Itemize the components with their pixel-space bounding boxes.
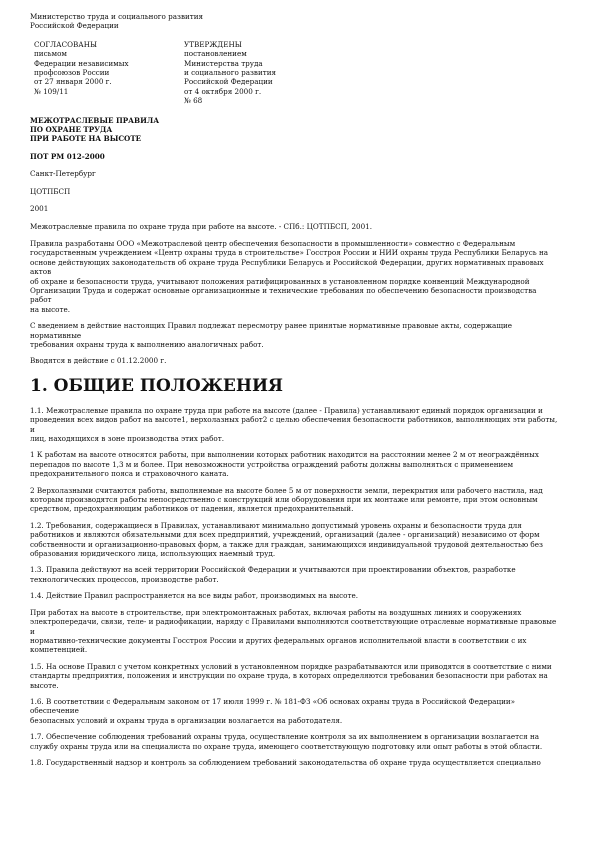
paragraph-line: 1.7. Обеспечение соблюдения требований охраны труда, осуществление контроля за их выполнением в организации возлагается на [30,732,540,742]
paragraph-line: 1.2. Требования, содержащиеся в Правилах, устанавливают минимально допустимый уровень охраны и безопасности труда для [30,520,522,530]
paragraph [30,758,560,767]
paragraph-line: собственности и организационно-правовых форм, а также для граждан, занимающихся индивидуальной трудовой деятельностью без [30,539,543,549]
agreed-line: письмом [34,49,68,59]
paragraph [30,450,560,478]
paragraph-line: Вводятся в действие с 01.12.2000 г. [30,356,167,366]
paragraph-line: об охране и безопасности труда, учитывают положения ратифицированных в установленном порядке конвенций Международной [30,276,530,286]
title-line: ПО ОХРАНЕ ТРУДА [30,125,113,135]
year: 2001 [30,204,49,214]
section-body [30,406,560,768]
paragraph-line: предохранительного пояса и страховочного каната. [30,469,229,479]
paragraph-line: технологических процессов, производстве работ. [30,574,219,584]
paragraph-line: С введением в действие настоящих Правил подлежат пересмотру ранее принятые нормативные правовые акты, содержащие нормативные [30,321,513,340]
paragraph-line: 1.6. В соответствии с Федеральным законом от 17 июля 1999 г. № 181-ФЗ «Об основах охраны труда в Российской Федерации» обеспечение [30,696,516,716]
paragraph-line: компетенцией. [30,645,88,655]
paragraph-line: 1.3. Правила действуют на всей территории Российской Федерации и учитываются при проектировании объектов, разработке [30,565,516,575]
ministry-header [30,12,560,31]
paragraph [30,697,560,725]
paragraph-line: 1.4. Действие Правил распространяется на все виды работ, производимых на высоте. [30,591,359,601]
paragraph-line: которым производятся работы непосредственно с конструкций или оборудования при их монтаже или ремонте, при этом основным [30,495,538,505]
paragraph-line: При работах на высоте в строительстве, при электромонтажных работах, включая работы на воздушных линиях и сооружениях [30,607,522,617]
paragraph-line: электропередачи, связи, теле- и радиофикации, наряду с Правилами выполняются соответствующие отраслевые нормативные правовые и [30,617,557,636]
approved-line: № 68 [184,96,203,106]
agreed-column [34,40,144,106]
paragraph-line: высоте. [30,680,59,690]
paragraph-line: на высоте. [30,304,70,314]
paragraph-line: государственным учреждением «Центр охраны труда в строительстве» Госстроя России и НИИ охраны труда Республики Беларусь на [30,248,549,258]
title-line: ПРИ РАБОТЕ НА ВЫСОТЕ [30,134,142,144]
paragraph [30,321,560,349]
paragraph-line: средством, предохраняющим работников от падения, является предохранительный. [30,504,354,514]
paragraph-line: 1.8. Государственный надзор и контроль за соблюдением требований законодательства об охране труда осуществляется специально [30,757,541,767]
agreed-line: профсоюзов России [34,68,110,78]
paragraph-line: образования юридического лица, использующих наемный труд. [30,549,276,559]
agreed-line: № 109/11 [34,86,69,96]
paragraph-line: службу охраны труда или на специалиста по охране труда, имеющего соответствующую подготовку или опыт работы в этой области. [30,741,543,751]
paragraph [30,565,560,584]
paragraph-line: безопасных условий и охраны труда в организации возлагается на работодателя. [30,715,343,725]
approved-line: постановлением [184,49,247,59]
paragraph-line: нормативно-технические документы Госстроя России и других федеральных органов исполнительной власти в соответствии с их [30,635,527,645]
paragraph-line: Организации Труда и содержат основные организационные и технические требования по обеспечению безопасности производства работ [30,285,537,305]
ministry-line: Российской Федерации [30,21,119,31]
publisher: ЦОТПБСП [30,186,71,196]
paragraph [30,591,560,600]
paragraph-line: основе действующих законодательств об охране труда Республики Беларусь и Российской Федерации, других нормативных правовых актов [30,257,544,277]
agreed-line: СОГЛАСОВАНЫ [34,39,98,49]
document-code: ПОТ РМ 012-2000 [30,151,105,161]
citation: Межотраслевые правила по охране труда при работе на высоте. - СПб.: ЦОТПБСП, 2001. [30,221,373,231]
paragraph-line: работников и являются обязательными для всех предприятий, учреждений, организаций (далее - организаций) независимо от форм [30,530,540,540]
city: Санкт-Петербург [30,169,96,179]
paragraph-line: перепадов по высоте 1,3 м и более. При невозможности устройства ограждений работы должны выполняться с применением [30,459,514,469]
paragraph [30,732,560,751]
paragraph [30,662,560,690]
approved-line: Российской Федерации [184,77,273,87]
paragraph [30,239,560,314]
paragraph-line: 2 Верхолазными считаются работы, выполняемые на высоте более 5 м от поверхности земли, перекрытия или рабочего настила, над [30,485,543,495]
paragraph-line: лиц, находящихся в зоне производства этих работ. [30,434,225,443]
paragraph-line: 1 К работам на высоте относятся работы, при выполнении которых работник находится на расстоянии менее 2 м от неограждённых [30,450,539,460]
paragraph-line: стандарты предприятия, положения и инструкции по охране труда, в которых определяются требования безопасности при работах на [30,671,548,681]
paragraph-line: 1.5. На основе Правил с учетом конкретных условий в установленном порядке разрабатываются или приводятся в соответствие с ними [30,661,552,671]
paragraph-line: Правила разработаны ООО «Межотраслевой центр обеспечения безопасности в промышленности» совместно с Федеральным [30,238,516,248]
approved-line: Министерства труда [184,58,263,68]
approved-line: и социального развития [184,68,277,78]
agreed-line: Федерации независимых [34,58,129,68]
paragraph-line: проведения всех видов работ на высоте1, верхолазных работ2 с целью обеспечения безопасности работников, выполняющих эти работы, и [30,415,558,434]
approved-line: УТВЕРЖДЕНЫ [184,39,242,49]
section-heading: 1. ОБЩИЕ ПОЛОЖЕНИЯ [30,375,283,396]
approval-block [34,40,560,106]
paragraph [30,521,560,559]
ministry-line: Министерство труда и социального развития [30,12,204,21]
paragraph-line: 1.1. Межотраслевые правила по охране труда при работе на высоте (далее - Правила) устанавливают единый порядок организации и [30,405,543,415]
paragraph [30,486,560,514]
paragraph [30,406,560,444]
agreed-line: от 27 января 2000 г. [34,77,112,87]
approved-line: от 4 октября 2000 г. [184,86,262,96]
paragraph [30,608,560,655]
paragraph-line: требования охраны труда к выполнению аналогичных работ. [30,339,264,349]
intro-section [30,239,560,366]
document-page [30,12,560,774]
approved-column [184,40,294,106]
paragraph [30,356,560,365]
document-title [30,116,560,144]
title-line: МЕЖОТРАСЛЕВЫЕ ПРАВИЛА [30,115,160,125]
